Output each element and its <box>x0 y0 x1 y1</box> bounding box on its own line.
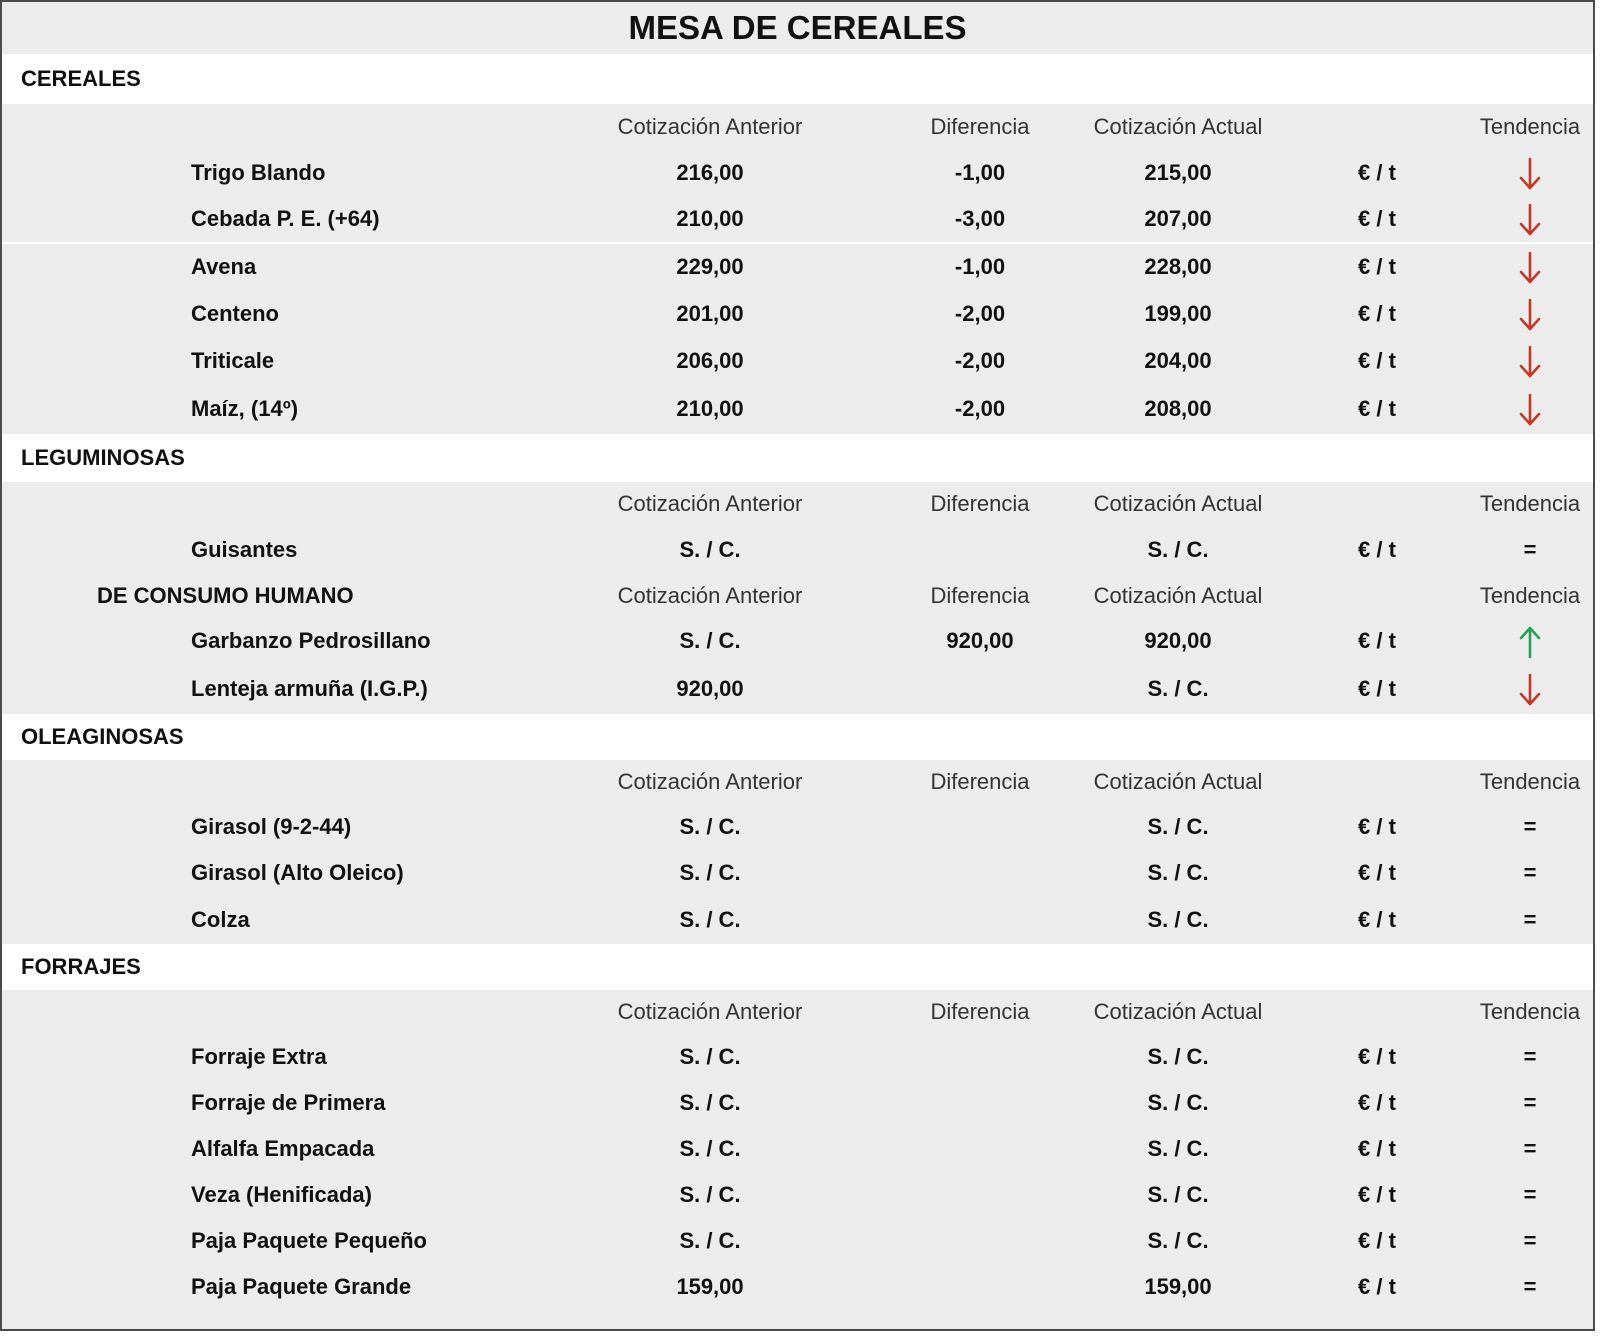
product-name: Cebada P. E. (+64) <box>191 206 380 231</box>
current-price: S. / C. <box>1147 676 1209 701</box>
prev-price: S. / C. <box>679 537 741 562</box>
unit: € / t <box>1358 1274 1396 1299</box>
difference: -2,00 <box>954 396 1006 421</box>
prev-price: 206,00 <box>676 348 744 373</box>
current-price: S. / C. <box>1147 1090 1209 1115</box>
unit: € / t <box>1358 537 1396 562</box>
header-difference: Diferencia <box>930 583 1030 608</box>
section-title: FORRAJES <box>21 954 141 979</box>
column-header-row <box>2 990 1593 1034</box>
page-title: MESA DE CEREALES <box>628 9 967 46</box>
prev-price: 229,00 <box>676 254 744 279</box>
down-arrow-icon <box>1470 337 1590 384</box>
section-cereales <box>2 54 1593 104</box>
current-price: 159,00 <box>1144 1274 1212 1299</box>
unit: € / t <box>1358 1090 1396 1115</box>
prev-price: S. / C. <box>679 1044 741 1069</box>
header-prev-price: Cotización Anterior <box>617 999 803 1024</box>
header-trend: Tendencia <box>1479 491 1581 516</box>
prev-price: 920,00 <box>676 676 744 701</box>
prev-price: 210,00 <box>676 396 744 421</box>
current-price: S. / C. <box>1147 1228 1209 1253</box>
subsection-title: DE CONSUMO HUMANO <box>97 583 354 608</box>
prev-price: S. / C. <box>679 1136 741 1161</box>
unit: € / t <box>1358 628 1396 653</box>
down-arrow-icon <box>1470 244 1590 290</box>
header-prev-price: Cotización Anterior <box>617 769 803 794</box>
current-price: 207,00 <box>1144 206 1212 231</box>
product-name: Colza <box>191 907 250 932</box>
price-sheet <box>2 2 1593 1329</box>
section-title: OLEAGINOSAS <box>21 724 184 749</box>
prev-price: S. / C. <box>679 628 741 653</box>
product-name: Paja Paquete Grande <box>191 1274 412 1299</box>
trend-value: = <box>1523 1044 1537 1069</box>
price-row <box>2 1264 1593 1329</box>
product-name: Garbanzo Pedrosillano <box>191 628 431 653</box>
prev-price: 201,00 <box>676 301 744 326</box>
trend-value: = <box>1523 1136 1537 1161</box>
current-price: 215,00 <box>1144 160 1212 185</box>
current-price: S. / C. <box>1147 1044 1209 1069</box>
header-prev-price: Cotización Anterior <box>617 491 803 516</box>
up-arrow-icon <box>1470 618 1590 664</box>
unit: € / t <box>1358 254 1396 279</box>
header-trend: Tendencia <box>1479 114 1581 139</box>
unit: € / t <box>1358 814 1396 839</box>
header-current-price: Cotización Actual <box>1093 583 1263 608</box>
prev-price: 159,00 <box>676 1274 744 1299</box>
column-header-row <box>2 760 1593 804</box>
product-name: Avena <box>191 254 257 279</box>
unit: € / t <box>1358 1044 1396 1069</box>
difference: -3,00 <box>954 206 1006 231</box>
product-name: Guisantes <box>191 537 298 562</box>
header-trend: Tendencia <box>1479 999 1581 1024</box>
prev-price: 216,00 <box>676 160 744 185</box>
difference: -2,00 <box>954 348 1006 373</box>
price-row <box>2 1034 1593 1080</box>
unit: € / t <box>1358 1136 1396 1161</box>
price-row <box>2 1218 1593 1264</box>
price-row <box>2 618 1593 664</box>
unit: € / t <box>1358 676 1396 701</box>
price-row <box>2 804 1593 850</box>
subsection-header-row <box>2 574 1593 618</box>
down-arrow-icon <box>1470 290 1590 337</box>
price-row <box>2 150 1593 196</box>
product-name: Trigo Blando <box>191 160 326 185</box>
current-price: 199,00 <box>1144 301 1212 326</box>
trend-value: = <box>1523 1228 1537 1253</box>
header-difference: Diferencia <box>930 999 1030 1024</box>
product-name: Veza (Henificada) <box>191 1182 372 1207</box>
section-title: LEGUMINOSAS <box>21 445 185 470</box>
current-price: S. / C. <box>1147 537 1209 562</box>
price-row <box>2 384 1593 434</box>
section-oleaginosas <box>2 714 1593 760</box>
header-difference: Diferencia <box>930 491 1030 516</box>
unit: € / t <box>1358 860 1396 885</box>
header-current-price: Cotización Actual <box>1093 999 1263 1024</box>
current-price: 208,00 <box>1144 396 1212 421</box>
header-trend: Tendencia <box>1479 583 1581 608</box>
header-difference: Diferencia <box>930 769 1030 794</box>
difference: 920,00 <box>946 628 1014 653</box>
header-trend: Tendencia <box>1479 769 1581 794</box>
down-arrow-icon <box>1470 196 1590 242</box>
unit: € / t <box>1358 160 1396 185</box>
price-row <box>2 1080 1593 1126</box>
trend-value: = <box>1523 814 1537 839</box>
header-current-price: Cotización Actual <box>1093 114 1263 139</box>
current-price: S. / C. <box>1147 907 1209 932</box>
unit: € / t <box>1358 907 1396 932</box>
trend-value: = <box>1523 537 1537 562</box>
current-price: S. / C. <box>1147 1136 1209 1161</box>
down-arrow-icon <box>1470 150 1590 196</box>
prev-price: S. / C. <box>679 1228 741 1253</box>
prev-price: S. / C. <box>679 907 741 932</box>
price-row <box>2 244 1593 290</box>
difference: -1,00 <box>954 254 1006 279</box>
unit: € / t <box>1358 348 1396 373</box>
header-current-price: Cotización Actual <box>1093 769 1263 794</box>
unit: € / t <box>1358 1182 1396 1207</box>
trend-value: = <box>1523 907 1537 932</box>
current-price: 204,00 <box>1144 348 1212 373</box>
current-price: S. / C. <box>1147 1182 1209 1207</box>
price-row <box>2 896 1593 944</box>
trend-value: = <box>1523 1182 1537 1207</box>
price-row <box>2 1126 1593 1172</box>
prev-price: S. / C. <box>679 814 741 839</box>
price-row <box>2 290 1593 337</box>
difference: -2,00 <box>954 301 1006 326</box>
header-difference: Diferencia <box>930 114 1030 139</box>
down-arrow-icon <box>1470 664 1590 714</box>
price-row <box>2 1172 1593 1218</box>
unit: € / t <box>1358 206 1396 231</box>
price-row <box>2 526 1593 574</box>
product-name: Forraje Extra <box>191 1044 327 1069</box>
down-arrow-icon <box>1470 384 1590 434</box>
prev-price: S. / C. <box>679 1090 741 1115</box>
header-prev-price: Cotización Anterior <box>617 583 803 608</box>
current-price: 228,00 <box>1144 254 1212 279</box>
product-name: Triticale <box>191 348 275 373</box>
product-name: Alfalfa Empacada <box>191 1136 375 1161</box>
difference: -1,00 <box>954 160 1006 185</box>
column-header-row <box>2 104 1593 150</box>
column-header-row <box>2 482 1593 526</box>
current-price: S. / C. <box>1147 860 1209 885</box>
unit: € / t <box>1358 396 1396 421</box>
price-row <box>2 337 1593 384</box>
section-title: CEREALES <box>21 66 141 91</box>
section-forrajes <box>2 944 1593 990</box>
prev-price: S. / C. <box>679 860 741 885</box>
product-name: Lenteja armuña (I.G.P.) <box>191 676 428 701</box>
unit: € / t <box>1358 301 1396 326</box>
product-name: Maíz, (14º) <box>191 396 299 421</box>
trend-value: = <box>1523 1090 1537 1115</box>
price-row <box>2 850 1593 896</box>
trend-value: = <box>1523 1274 1537 1299</box>
current-price: S. / C. <box>1147 814 1209 839</box>
prev-price: S. / C. <box>679 1182 741 1207</box>
product-name: Girasol (Alto Oleico) <box>191 860 404 885</box>
product-name: Forraje de Primera <box>191 1090 386 1115</box>
trend-value: = <box>1523 860 1537 885</box>
price-row <box>2 196 1593 242</box>
product-name: Girasol (9-2-44) <box>191 814 352 839</box>
header-current-price: Cotización Actual <box>1093 491 1263 516</box>
price-row <box>2 664 1593 714</box>
unit: € / t <box>1358 1228 1396 1253</box>
current-price: 920,00 <box>1144 628 1212 653</box>
section-leguminosas <box>2 434 1593 482</box>
header-prev-price: Cotización Anterior <box>617 114 803 139</box>
title-bar <box>2 2 1593 54</box>
prev-price: 210,00 <box>676 206 744 231</box>
product-name: Centeno <box>191 301 279 326</box>
product-name: Paja Paquete Pequeño <box>191 1228 427 1253</box>
